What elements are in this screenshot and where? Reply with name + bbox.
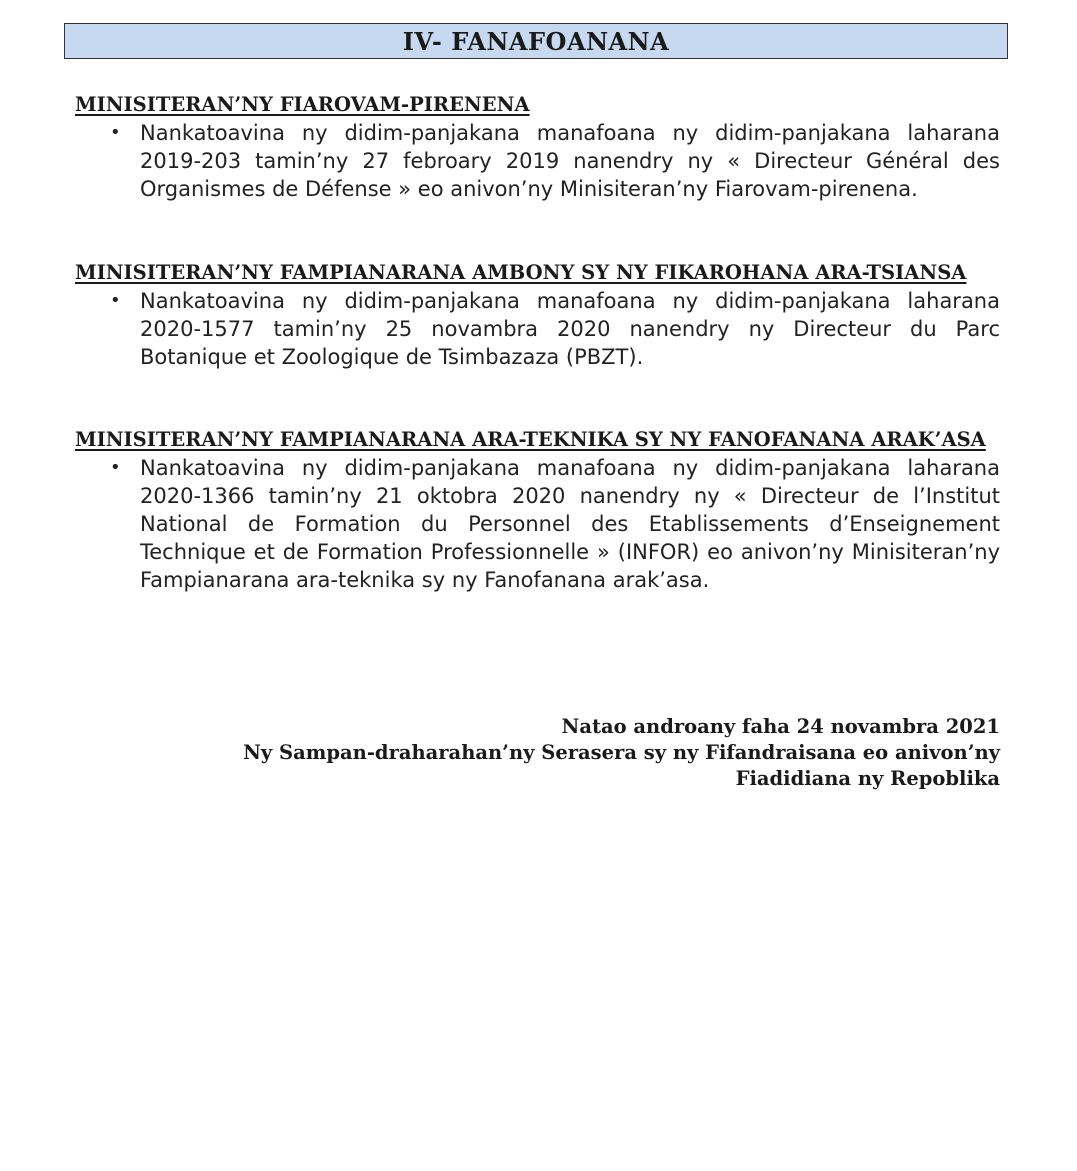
bullet-icon: • [110,290,121,311]
list-item-text: Nankatoavina ny didim-panjakana manafoana ny didim-panjakana laharana 2020-1366 tamin’ny 21 oktobra 2020 nanendry ny « Directeur de l’Institut National de Formation du Personnel des Etablissements d’Enseignement Technique et de Formation Professionnelle » (INFOR) eo anivon’ny Minisiteran’ny Fampianarana ara-teknika sy ny Fanofanana arak’asa. [140,456,1000,592]
section-header-title: IV- FANAFOANANA [402,26,670,56]
ministry-title: MINISITERAN’NY FAMPIANARANA AMBONY SY NY FIKAROHANA ARA-TSIANSA [75,261,967,284]
list-item [110,119,1000,203]
section-fampianarana-ambony [75,259,1000,371]
bullet-icon: • [110,122,121,143]
section-fiarovam-pirenena [75,91,1000,203]
signature-date: Natao androany faha 24 novambra 2021 [561,715,1000,738]
section-fampianarana-ara-teknika [75,426,1000,594]
section-header-box [64,23,1008,59]
signature-presidency: Fiadidiana ny Repoblika [735,767,1000,790]
ministry-title: MINISITERAN’NY FIAROVAM-PIRENENA [75,93,530,116]
signature-office: Ny Sampan-draharahan’ny Serasera sy ny Fifandraisana eo anivon’ny [243,741,1000,764]
list-item-text: Nankatoavina ny didim-panjakana manafoana ny didim-panjakana laharana 2019-203 tamin’ny 27 febroary 2019 nanendry ny « Directeur Général des Organismes de Défense » eo anivon’ny Minisiteran’ny Fiarovam-pirenena. [140,121,1000,201]
list-item [110,287,1000,371]
bullet-icon: • [110,457,121,478]
signature-block [243,714,1000,792]
list-item [110,454,1000,594]
ministry-title: MINISITERAN’NY FAMPIANARANA ARA-TEKNIKA SY NY FANOFANANA ARAK’ASA [75,428,986,451]
list-item-text: Nankatoavina ny didim-panjakana manafoana ny didim-panjakana laharana 2020-1577 tamin’ny 25 novambra 2020 nanendry ny Directeur du Parc Botanique et Zoologique de Tsimbazaza (PBZT). [140,289,1000,369]
